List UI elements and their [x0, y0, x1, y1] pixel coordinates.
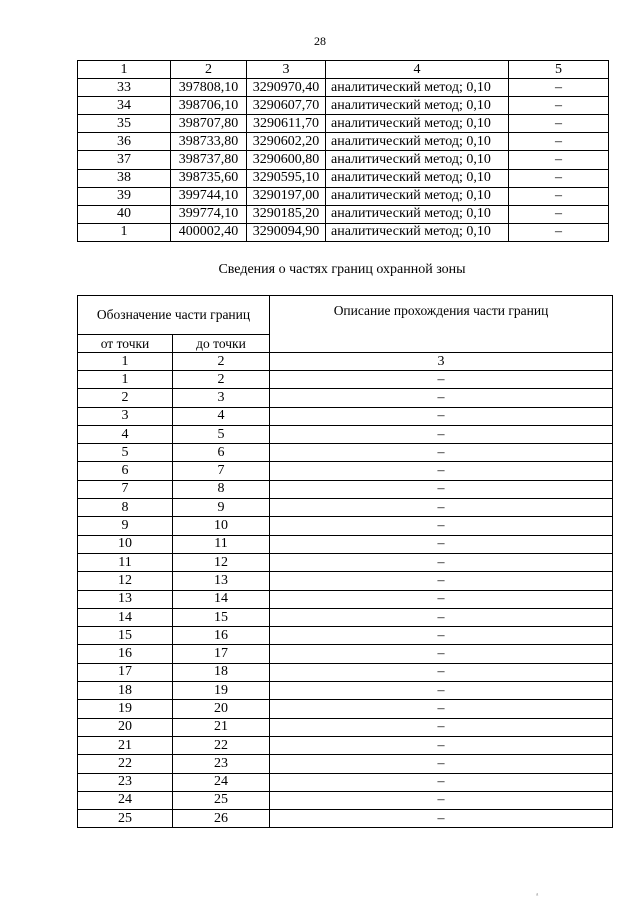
table-row [78, 205, 609, 223]
table-cell: 3290595,10 [247, 169, 326, 187]
table-cell: 4 [173, 407, 270, 425]
table-cell: 22 [173, 736, 270, 754]
table-cell: – [509, 151, 609, 169]
scan-mark-icon: ᵃ [536, 890, 539, 900]
table-cell: 37 [78, 151, 171, 169]
table-cell: – [270, 572, 613, 590]
table-cell: 397808,10 [171, 79, 247, 97]
table-row [78, 517, 613, 535]
table-cell: аналитический метод; 0,10 [326, 169, 509, 187]
table-cell: аналитический метод; 0,10 [326, 133, 509, 151]
table-cell: 3 [173, 389, 270, 407]
table-cell: 398737,80 [171, 151, 247, 169]
table-cell: 39 [78, 187, 171, 205]
table-row [78, 462, 613, 480]
boundary-parts-table [77, 295, 613, 828]
table-cell: – [270, 444, 613, 462]
table-cell: аналитический метод; 0,10 [326, 97, 509, 115]
table-numbering-row [78, 353, 613, 371]
table-cell: – [509, 97, 609, 115]
table-cell: 25 [78, 810, 173, 828]
table-row [78, 645, 613, 663]
table-cell: – [270, 791, 613, 809]
table-header-row [78, 296, 613, 335]
description-header: Описание прохождения части границ [270, 296, 613, 353]
table-row [78, 572, 613, 590]
table-cell: 3290602,20 [247, 133, 326, 151]
column-number: 2 [171, 61, 247, 79]
table-cell: – [270, 371, 613, 389]
column-number: 1 [78, 61, 171, 79]
table-cell: 24 [173, 773, 270, 791]
table-cell: аналитический метод; 0,10 [326, 151, 509, 169]
table-cell: – [270, 718, 613, 736]
table-row [78, 736, 613, 754]
table-cell: – [270, 682, 613, 700]
table-cell: – [270, 389, 613, 407]
table-cell: 398706,10 [171, 97, 247, 115]
table-cell: 12 [173, 553, 270, 571]
table-cell: 35 [78, 115, 171, 133]
table-cell: 11 [78, 553, 173, 571]
table-cell: 3 [78, 407, 173, 425]
column-number: 1 [78, 353, 173, 371]
table-cell: – [509, 115, 609, 133]
table-cell: – [270, 736, 613, 754]
table-cell: – [509, 187, 609, 205]
designation-header: Обозначение части границ [78, 296, 270, 335]
table-cell: 7 [173, 462, 270, 480]
table-cell: – [270, 535, 613, 553]
table-cell: 24 [78, 791, 173, 809]
table-row [78, 755, 613, 773]
table-cell: 15 [173, 608, 270, 626]
table-cell: 9 [173, 499, 270, 517]
table-cell: 18 [173, 663, 270, 681]
table-cell: 14 [78, 608, 173, 626]
page-number: 28 [314, 34, 326, 48]
table-cell: 23 [173, 755, 270, 773]
table-row [78, 608, 613, 626]
table-row [78, 133, 609, 151]
coordinates-table-body [78, 79, 609, 242]
table-cell: 23 [78, 773, 173, 791]
table-cell: 6 [173, 444, 270, 462]
table-cell: 21 [173, 718, 270, 736]
table-cell: 5 [173, 425, 270, 443]
table-cell: – [270, 755, 613, 773]
table-cell: аналитический метод; 0,10 [326, 187, 509, 205]
table-row [78, 407, 613, 425]
from-point-header: от точки [78, 335, 173, 353]
table-row [78, 151, 609, 169]
table-cell: 20 [78, 718, 173, 736]
table-cell: 398707,80 [171, 115, 247, 133]
table-cell: 400002,40 [171, 223, 247, 241]
table-row [78, 773, 613, 791]
table-cell: 3290197,00 [247, 187, 326, 205]
table-cell: 38 [78, 169, 171, 187]
table-cell: 5 [78, 444, 173, 462]
table-cell: 18 [78, 682, 173, 700]
table-header-row [78, 61, 609, 79]
table-row [78, 169, 609, 187]
table-cell: 15 [78, 627, 173, 645]
table-row [78, 389, 613, 407]
table-cell: 398735,60 [171, 169, 247, 187]
table-cell: 20 [173, 700, 270, 718]
to-point-header: до точки [173, 335, 270, 353]
table-row [78, 663, 613, 681]
table-cell: – [509, 133, 609, 151]
table-row [78, 791, 613, 809]
table-cell: 10 [173, 517, 270, 535]
table-cell: – [270, 627, 613, 645]
table-cell: 17 [78, 663, 173, 681]
table-cell: – [509, 79, 609, 97]
table-cell: 8 [173, 480, 270, 498]
table-cell: 3290970,40 [247, 79, 326, 97]
column-number: 3 [247, 61, 326, 79]
table-row [78, 810, 613, 828]
table-cell: – [270, 462, 613, 480]
table-row [78, 553, 613, 571]
column-number: 4 [326, 61, 509, 79]
table-row [78, 187, 609, 205]
table-cell: 36 [78, 133, 171, 151]
table-row [78, 499, 613, 517]
column-number: 2 [173, 353, 270, 371]
table-row [78, 97, 609, 115]
table-cell: 11 [173, 535, 270, 553]
table-cell: 7 [78, 480, 173, 498]
table-cell: 26 [173, 810, 270, 828]
table-cell: аналитический метод; 0,10 [326, 205, 509, 223]
coordinates-table [77, 60, 609, 242]
table-cell: 3290185,20 [247, 205, 326, 223]
table-cell: 13 [78, 590, 173, 608]
table-cell: 2 [78, 389, 173, 407]
table-cell: 14 [173, 590, 270, 608]
table-cell: – [509, 169, 609, 187]
table-cell: – [270, 499, 613, 517]
table-cell: 17 [173, 645, 270, 663]
boundary-parts-table-body [78, 371, 613, 828]
table-cell: – [270, 773, 613, 791]
table-row [78, 682, 613, 700]
table-cell: 2 [173, 371, 270, 389]
table-cell: аналитический метод; 0,10 [326, 223, 509, 241]
table-cell: аналитический метод; 0,10 [326, 79, 509, 97]
table-row [78, 425, 613, 443]
table-cell: 25 [173, 791, 270, 809]
table-row [78, 371, 613, 389]
table-cell: 16 [78, 645, 173, 663]
table-row [78, 627, 613, 645]
table-cell: 13 [173, 572, 270, 590]
table-cell: 40 [78, 205, 171, 223]
table-cell: – [270, 663, 613, 681]
table-cell: 8 [78, 499, 173, 517]
table-cell: – [509, 205, 609, 223]
table-cell: 399774,10 [171, 205, 247, 223]
table-row [78, 700, 613, 718]
table-cell: 21 [78, 736, 173, 754]
table-row [78, 444, 613, 462]
table-cell: – [270, 425, 613, 443]
table-cell: 3290611,70 [247, 115, 326, 133]
table-cell: 1 [78, 371, 173, 389]
table-cell: 33 [78, 79, 171, 97]
table-cell: 19 [78, 700, 173, 718]
table-cell: 19 [173, 682, 270, 700]
table-cell: – [270, 590, 613, 608]
column-number: 5 [509, 61, 609, 79]
table-cell: – [270, 553, 613, 571]
table-row [78, 718, 613, 736]
table-row [78, 79, 609, 97]
table-cell: 9 [78, 517, 173, 535]
column-number: 3 [270, 353, 613, 371]
table-cell: 1 [78, 223, 171, 241]
table-row [78, 480, 613, 498]
table-cell: – [270, 645, 613, 663]
table-row [78, 223, 609, 241]
table-cell: 16 [173, 627, 270, 645]
table-cell: 4 [78, 425, 173, 443]
table-cell: – [270, 517, 613, 535]
table-row [78, 590, 613, 608]
table-cell: 399744,10 [171, 187, 247, 205]
table-cell: – [270, 608, 613, 626]
table-cell: 3290607,70 [247, 97, 326, 115]
table-cell: – [270, 810, 613, 828]
table-cell: 34 [78, 97, 171, 115]
table-cell: – [270, 407, 613, 425]
table-cell: 3290094,90 [247, 223, 326, 241]
section-title: Сведения о частях границ охранной зоны [218, 262, 466, 277]
table-cell: 12 [78, 572, 173, 590]
table-row [78, 115, 609, 133]
table-row [78, 535, 613, 553]
table-cell: 6 [78, 462, 173, 480]
table-cell: – [509, 223, 609, 241]
table-cell: – [270, 700, 613, 718]
table-cell: 22 [78, 755, 173, 773]
table-cell: 10 [78, 535, 173, 553]
table-cell: аналитический метод; 0,10 [326, 115, 509, 133]
table-cell: 398733,80 [171, 133, 247, 151]
table-cell: – [270, 480, 613, 498]
table-cell: 3290600,80 [247, 151, 326, 169]
